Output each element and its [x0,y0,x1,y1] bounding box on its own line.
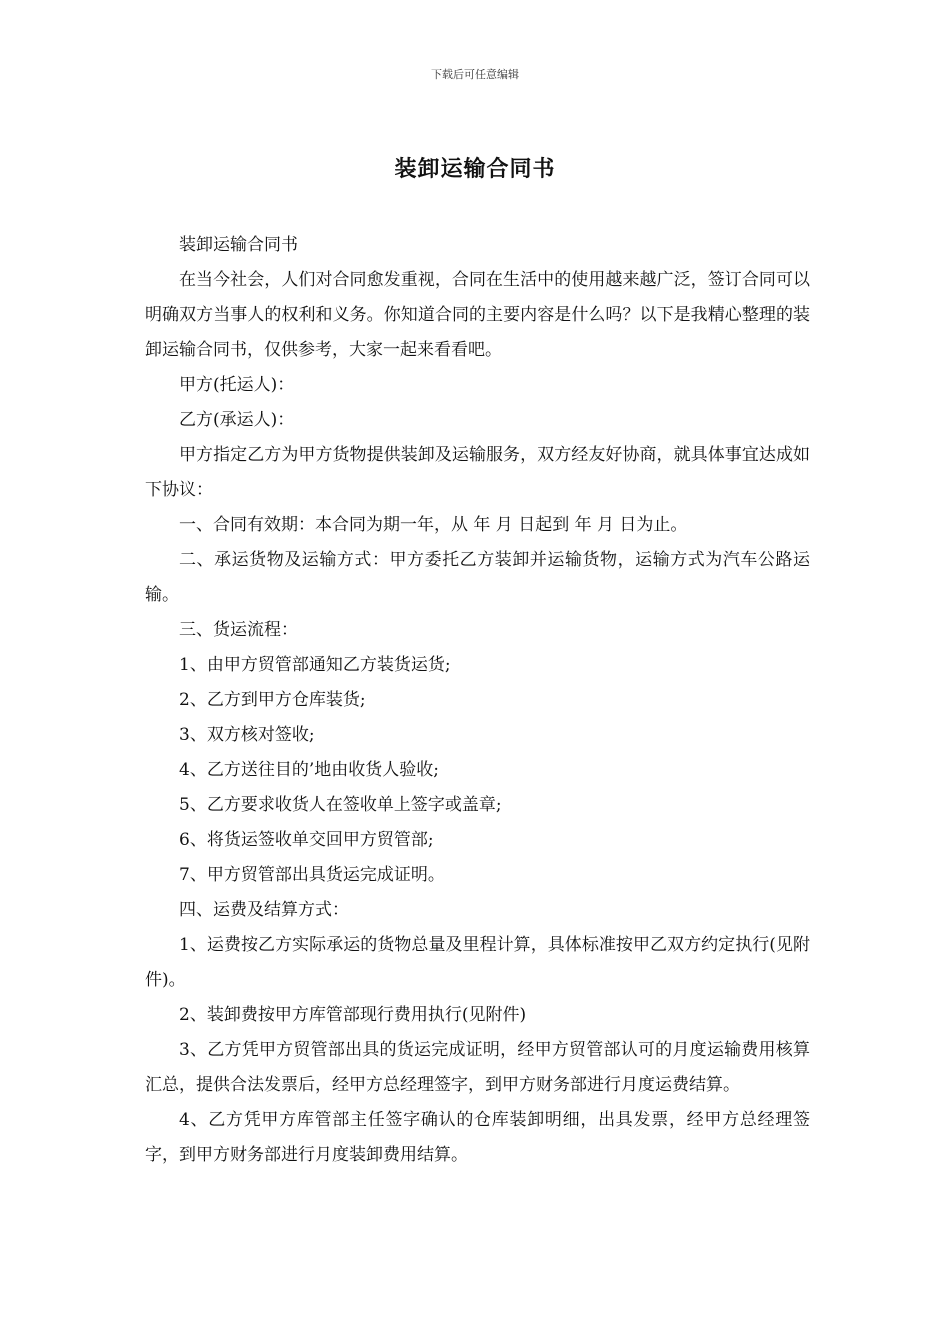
list-item: 6、将货运签收单交回甲方贸管部; [179,830,434,850]
paragraph-party-b: 乙方(承运人)： [179,410,295,430]
paragraph-intro: 在当今社会，人们对合同愈发重视，合同在生活中的使用越来越广泛，签订合同可以明确双方当事人的权利和义务。你知道合同的主要内容是什么吗？以下是我精心整理的装卸运输合同书，仅供参考，大家一起来看看吧。 [145,270,810,360]
list-item: 1、由甲方贸管部通知乙方装货运货; [179,655,451,675]
list-item: 4、乙方凭甲方库管部主任签字确认的仓库装卸明细，出具发票，经甲方总经理签字，到甲方财务部进行月度装卸费用结算。 [145,1110,810,1165]
paragraph-clause-3: 三、货运流程： [179,620,298,640]
list-item: 2、装卸费按甲方库管部现行费用执行(见附件) [179,1005,527,1025]
list-item: 7、甲方贸管部出具货运完成证明。 [179,865,445,885]
document-body [145,228,810,1173]
paragraph-clause-2: 二、承运货物及运输方式：甲方委托乙方装卸并运输货物，运输方式为汽车公路运输。 [145,550,810,605]
paragraph-clause-4: 四、运费及结算方式： [179,900,349,920]
paragraph-agreement: 甲方指定乙方为甲方货物提供装卸及运输服务，双方经友好协商，就具体事宜达成如下协议： [145,445,810,500]
list-item: 3、双方核对签收; [179,725,315,745]
paragraph-party-a: 甲方(托运人)： [179,375,295,395]
document-title: 装卸运输合同书 [394,156,556,182]
paragraph-subtitle: 装卸运输合同书 [179,235,298,255]
list-item: 2、乙方到甲方仓库装货; [179,690,366,710]
list-item: 3、乙方凭甲方贸管部出具的货运完成证明，经甲方贸管部认可的月度运输费用核算汇总，提供合法发票后，经甲方总经理签字，到甲方财务部进行月度运费结算。 [145,1040,810,1095]
list-item: 1、运费按乙方实际承运的货物总量及里程计算，具体标准按甲乙双方约定执行(见附件)。 [145,935,810,990]
list-item: 5、乙方要求收货人在签收单上签字或盖章; [179,795,502,815]
paragraph-clause-1: 一、合同有效期：本合同为期一年，从 年 月 日起到 年 月 日为止。 [179,515,688,535]
header-note: 下载后可任意编辑 [431,68,519,81]
list-item: 4、乙方送往目的’地由收货人验收; [179,760,439,780]
